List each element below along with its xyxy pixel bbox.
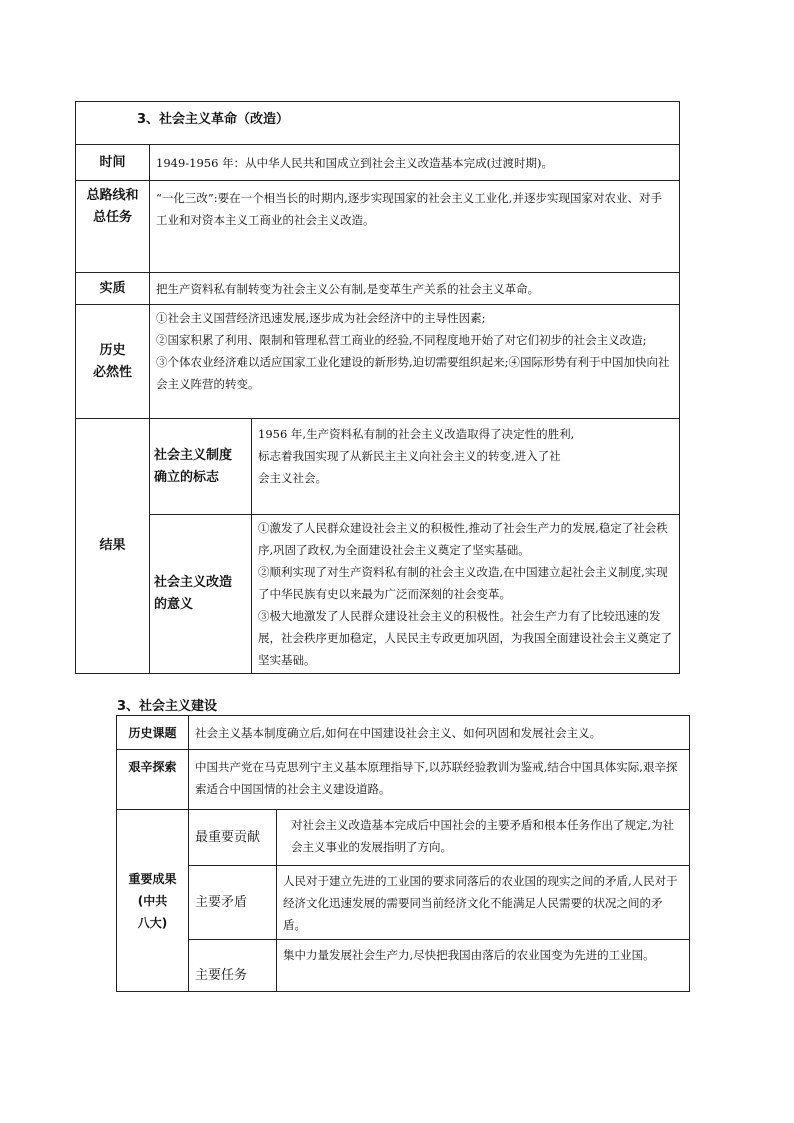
row-text-necessity: ①社会主义国营经济迅速发展,逐步成为社会经济中的主导性因素; ②国家积累了利用、限制和管理私营工商业的经验,不同程度地开始了对它们初步的社会主义改造; ③个体农业经济难以适应国家工业化建设的新形势,迫切需要组织起来;④国际形势有利于中国加快向社会主义阵营的转变。: [150, 305, 680, 419]
result-meaning-text: ①激发了人民群众建设社会主义的积极性,推动了社会生产力的发展,稳定了社会秩序,巩固了政权,为全面建设社会主义奠定了坚实基础。 ②顺利实现了对生产资料私有制的社会主义改造,在中国建立起社会主义制度,实现了中华民族有史以来最为广泛而深刻的社会变革。 ③极大地激发了人民群众建设社会主义的积极性。社会生产力有了比较迅速的发展，社会秩序更加稳定，人民民主专政更加巩固，为我国全面建设社会主义奠定了坚实基础。: [252, 515, 680, 674]
section1-title: 3、社会主义革命（改造）: [137, 112, 290, 127]
achievement-contribution-text: 对社会主义改造基本完成后中国社会的主要矛盾和根本任务作出了规定,为社会主义事业的发展指明了方向。: [277, 810, 690, 866]
achievement-task-text: 集中力量发展社会生产力,尽快把我国由落后的农业国变为先进的工业国。: [277, 940, 690, 992]
revolution-table: [75, 101, 680, 674]
row-label-necessity: 历史 必然性: [76, 305, 150, 419]
result-label: 结果: [76, 419, 150, 674]
result-meaning-label: 社会主义改造 的意义: [150, 515, 252, 674]
row-label-essence: 实质: [76, 273, 150, 305]
achievement-task-label: 主要任务: [189, 940, 277, 992]
row-label-general-line: 总路线和 总任务: [76, 181, 150, 273]
section2-title: 3、社会主义建设: [117, 699, 218, 714]
row-text-exploration: 中国共产党在马克思列宁主义基本原理指导下,以苏联经验教训为鉴戒,结合中国具体实际,艰辛探索适合中国国情的社会主义建设道路。: [189, 750, 690, 810]
construction-table: [116, 715, 690, 992]
row-text-essence: 把生产资料私有制转变为社会主义公有制,是变革生产关系的社会主义革命。: [150, 273, 680, 305]
result-sign-label: 社会主义制度 确立的标志: [150, 419, 252, 515]
row-label-exploration: 艰辛探索: [117, 750, 189, 810]
achievement-contribution-label: 最重要贡献: [189, 810, 277, 866]
achievement-label: 重要成果 (中共 八大): [117, 810, 189, 992]
row-label-time: 时间: [76, 145, 150, 181]
row-text-topic: 社会主义基本制度确立后,如何在中国建设社会主义、如何巩固和发展社会主义。: [189, 716, 690, 750]
result-sign-text: 1956 年,生产资料私有制的社会主义改造取得了决定性的胜利, 标志着我国实现了从新民主主义向社会主义的转变,进入了社 会主义社会。: [252, 419, 680, 515]
achievement-contradiction-text: 人民对于建立先进的工业国的要求同落后的农业国的现实之间的矛盾,人民对于经济文化迅速发展的需要同当前经济文化不能满足人民需要的状况之间的矛盾。: [277, 866, 690, 940]
row-text-general-line: “一化三改”:要在一个相当长的时期内,逐步实现国家的社会主义工业化,并逐步实现国家对农业、对手工业和对资本主义工商业的社会主义改造。: [150, 181, 680, 273]
row-label-topic: 历史课题: [117, 716, 189, 750]
row-text-time: 1949-1956 年：从中华人民共和国成立到社会主义改造基本完成(过渡时期)。: [150, 145, 680, 181]
achievement-contradiction-label: 主要矛盾: [189, 866, 277, 940]
